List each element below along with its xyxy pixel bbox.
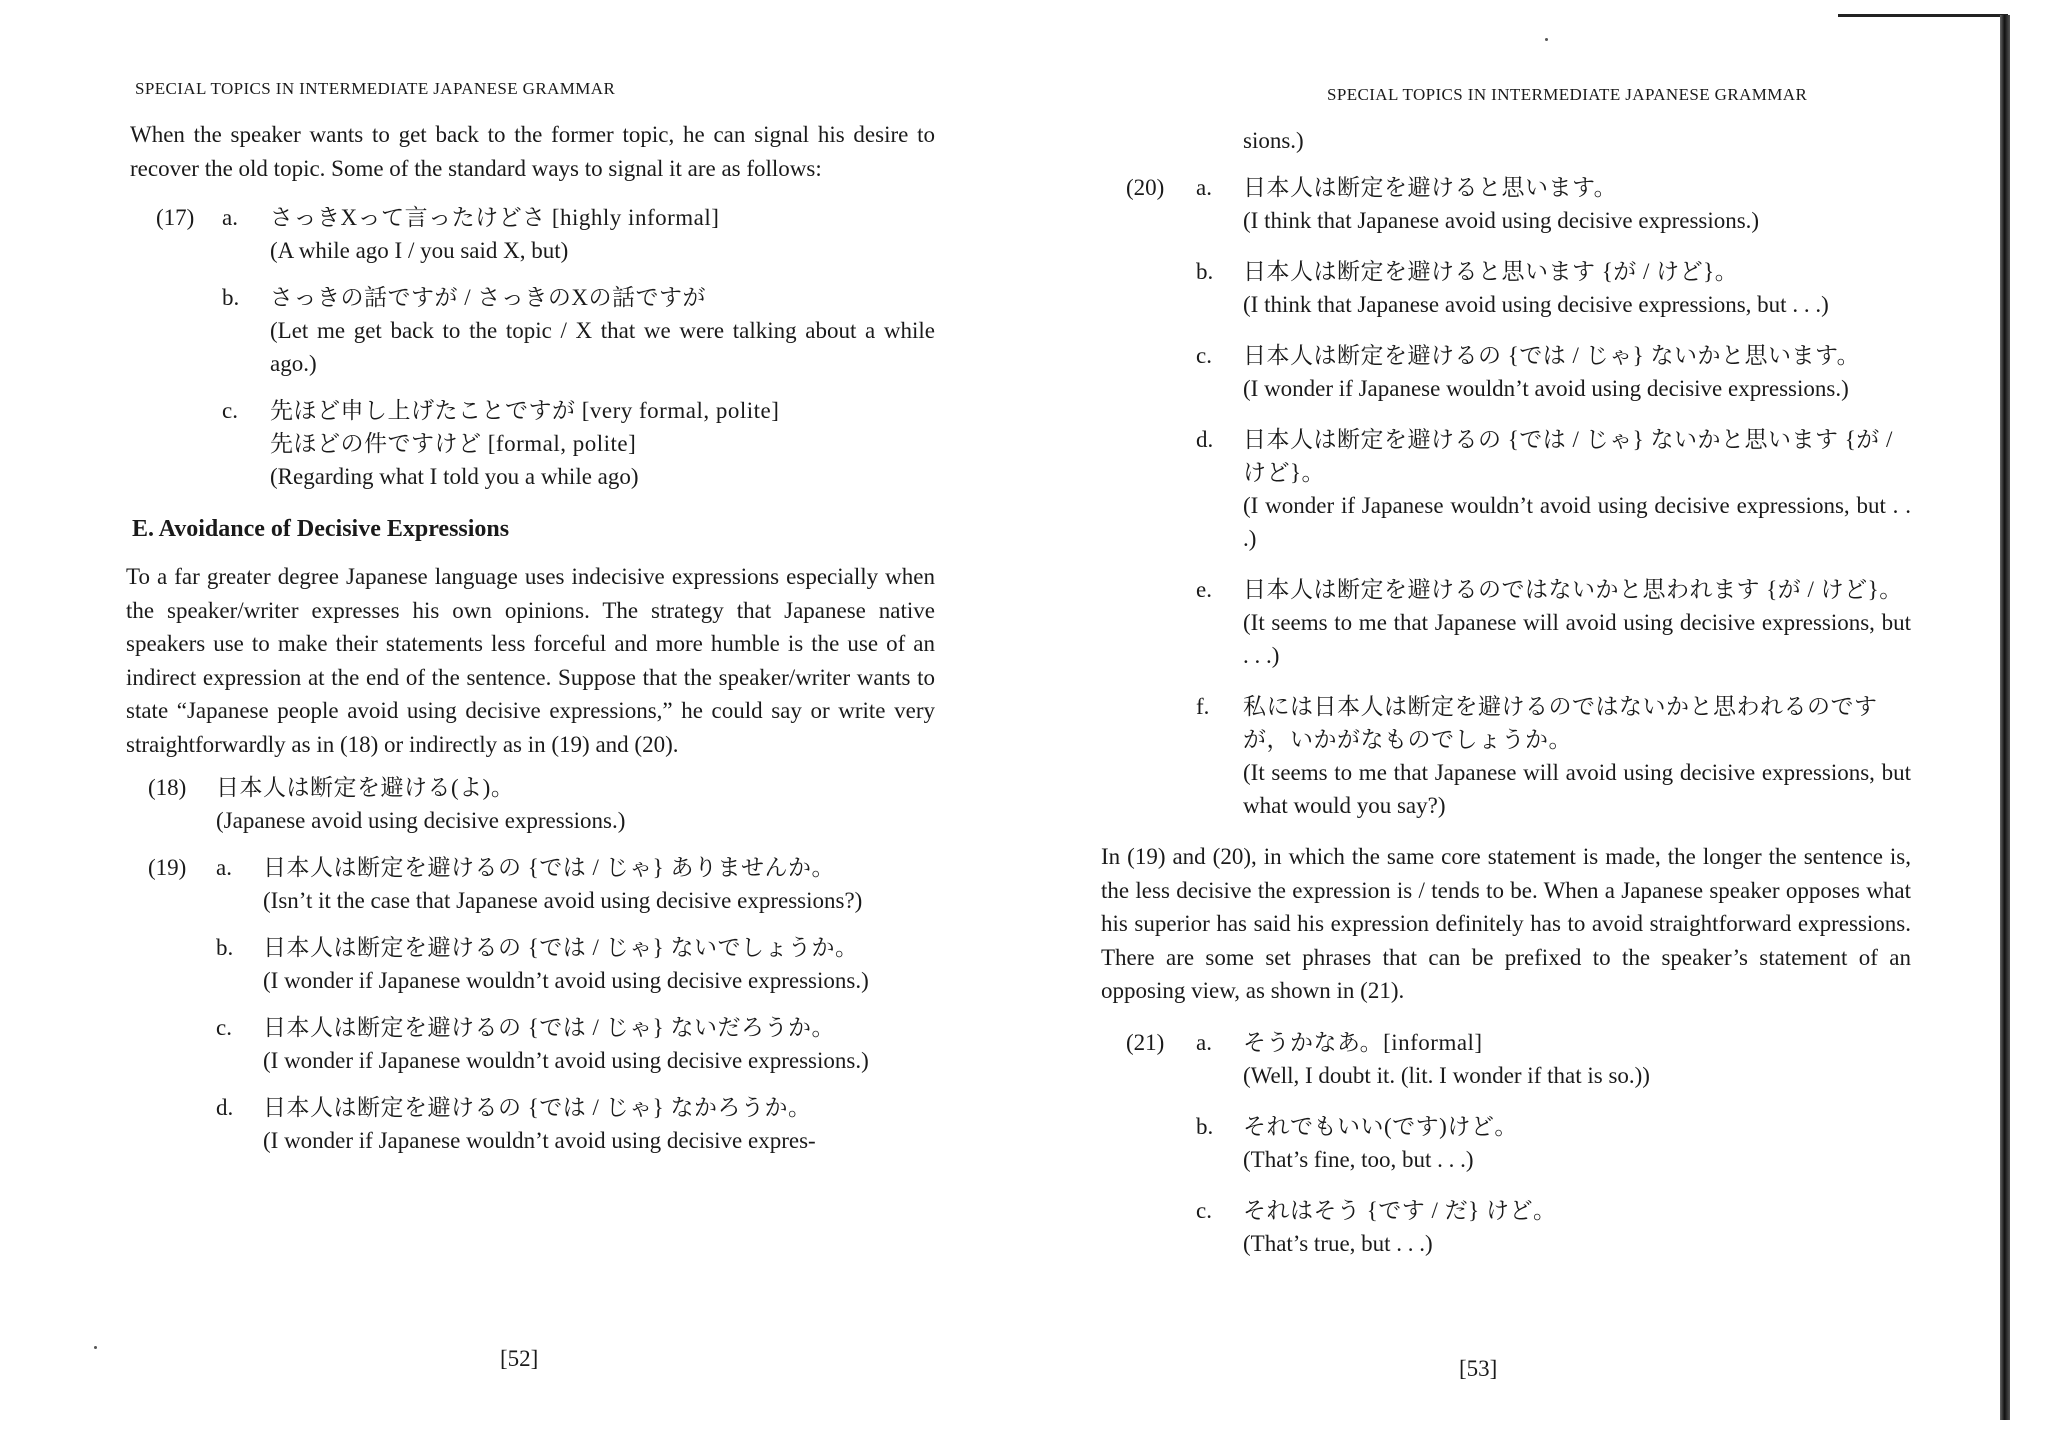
example-item-c <box>1101 339 1911 405</box>
book-binding-edge <box>2000 15 2010 1420</box>
left-page-content <box>126 118 935 1157</box>
japanese-line: 日本人は断定を避けるの {では / じゃ} ないでしょうか。 <box>263 935 859 960</box>
japanese-line: 日本人は断定を避けるのではないかと思われます {が / けど}。 <box>1243 577 1903 602</box>
body-paragraph: In (19) and (20), in which the same core statement is made, the longer the sentence is, the less decisive the expression is / tends to be. When a Japanese speaker opposes what his superior has said his expression definitely has to avoid straightforward expressions. There are some set phrases that can be prefixed to the speaker’s statement of an opposing view, as shown in (21). <box>1101 844 1911 1003</box>
left-page <box>0 0 1020 1434</box>
japanese-line: 日本人は断定を避ける(よ)。 <box>216 775 515 800</box>
english-gloss: (Regarding what I told you a while ago) <box>270 464 639 489</box>
item-letter: b. <box>1196 259 1214 284</box>
example-18 <box>130 771 935 837</box>
example-item-f <box>1101 690 1911 822</box>
japanese-line: 私には日本人は断定を避けるのではないかと思われるのですが，いかがなものでしょうか。 <box>1243 694 1878 752</box>
japanese-line: 日本人は断定を避けるの {では / じゃ} なかろうか。 <box>263 1095 812 1120</box>
item-letter: b. <box>1196 1113 1214 1139</box>
japanese-line: 日本人は断定を避けるの {では / じゃ} ないだろうか。 <box>263 1015 835 1040</box>
example-number: (19) <box>148 855 187 880</box>
english-gloss: (Well, I doubt it. (lit. I wonder if that is so.)) <box>1243 1062 1650 1088</box>
japanese-line: 先ほどの件ですけど [formal, polite] <box>270 431 637 456</box>
page-number: [52] <box>500 1346 539 1371</box>
english-gloss: (I wonder if Japanese wouldn’t avoid using decisive expressions.) <box>263 1048 869 1073</box>
intro-paragraph: When the speaker wants to get back to the former topic, he can signal his desire to recover the old topic. Some of the standard ways to signal it are as follows: <box>130 122 935 181</box>
item-letter: a. <box>1196 1029 1212 1055</box>
example-number: (20) <box>1126 175 1165 200</box>
running-header: SPECIAL TOPICS IN INTERMEDIATE JAPANESE GRAMMAR <box>1327 85 1808 104</box>
item-letter: a. <box>222 205 238 230</box>
example-19 <box>130 851 935 1157</box>
japanese-line: 日本人は断定を避けると思います。 <box>1243 175 1618 200</box>
english-gloss: (Japanese avoid using decisive expressions.) <box>216 808 626 833</box>
japanese-line: 日本人は断定を避けると思います {が / けど}。 <box>1243 259 1739 284</box>
english-gloss: (I wonder if Japanese wouldn’t avoid using decisive expressions.) <box>1243 376 1849 401</box>
item-letter: c. <box>1196 343 1212 368</box>
right-page <box>1020 0 2048 1434</box>
example-21 <box>1101 1026 1911 1260</box>
english-gloss: (It seems to me that Japanese will avoid using decisive expressions, but what would you say?) <box>1243 760 1911 818</box>
item-letter: f. <box>1196 694 1210 719</box>
continuation-text: sions.) <box>1243 128 1304 153</box>
japanese-line: そうかなあ。[informal] <box>1243 1029 1483 1055</box>
example-item-b <box>130 281 935 380</box>
section-paragraph: To a far greater degree Japanese language uses indecisive expressions especially when the speaker/writer expresses his own opinions. The strategy that Japanese native speakers use to make their statements less forceful and more humble is the use of an indirect expression at the end of the sentence. Suppose that the speaker/writer wants to state “Japanese people avoid using decisive expressions,” he could say or write very straightforwardly as in (18) or indirectly as in (19) and (20). <box>126 564 935 757</box>
example-number: (17) <box>156 205 195 230</box>
japanese-line: それでもいい(です)けど。 <box>1243 1113 1518 1139</box>
page-top-edge-line <box>1838 14 2008 17</box>
example-item-b <box>1101 1110 1911 1176</box>
item-letter: c. <box>222 398 238 423</box>
example-item-c <box>130 394 935 493</box>
example-item-a <box>1101 1026 1911 1092</box>
english-gloss: (It seems to me that Japanese will avoid using decisive expressions, but . . .) <box>1243 610 1911 668</box>
example-item-a <box>130 851 935 917</box>
english-gloss: (That’s fine, too, but . . .) <box>1243 1146 1474 1172</box>
japanese-line: さっきの話ですが / さっきのXの話ですが <box>270 285 706 310</box>
english-gloss: (A while ago I / you said X, but) <box>270 238 569 263</box>
example-item-b <box>1101 255 1911 321</box>
example-item-a <box>1101 171 1911 237</box>
english-gloss: (I wonder if Japanese wouldn’t avoid using decisive expressions.) <box>263 968 869 993</box>
right-page-content <box>1101 124 1911 1260</box>
example-item-a <box>130 201 935 267</box>
item-letter: b. <box>216 935 234 960</box>
example-item-d <box>130 1091 935 1157</box>
item-letter: d. <box>216 1095 234 1120</box>
example-item-e <box>1101 573 1911 672</box>
example-17 <box>130 201 935 493</box>
item-letter: c. <box>216 1015 232 1040</box>
example-number: (21) <box>1126 1029 1165 1055</box>
example-item-c <box>130 1011 935 1077</box>
example-item-c <box>1101 1194 1911 1260</box>
english-gloss: (I think that Japanese avoid using decisive expressions.) <box>1243 208 1760 233</box>
japanese-line: 日本人は断定を避けるの {では / じゃ} ないかと思います。 <box>1243 343 1861 368</box>
japanese-line: 日本人は断定を避けるの {では / じゃ} ないかと思います {が / けど}。 <box>1243 427 1893 485</box>
english-gloss: (Isn’t it the case that Japanese avoid using decisive expressions?) <box>263 888 863 913</box>
running-header: SPECIAL TOPICS IN INTERMEDIATE JAPANESE GRAMMAR <box>135 79 616 98</box>
english-gloss: (I think that Japanese avoid using decisive expressions, but . . .) <box>1243 292 1829 317</box>
english-gloss: (I wonder if Japanese wouldn’t avoid using decisive expres- <box>263 1128 816 1153</box>
example-item-d <box>1101 423 1911 555</box>
example-number: (18) <box>148 775 187 800</box>
item-letter: a. <box>216 855 232 880</box>
japanese-line: それはそう {です / だ} けど。 <box>1243 1197 1557 1223</box>
japanese-line: さっきXって言ったけどさ [highly informal] <box>270 205 720 230</box>
japanese-line: 先ほど申し上げたことですが [very formal, polite] <box>270 398 780 423</box>
section-heading: E. Avoidance of Decisive Expressions <box>132 516 510 542</box>
page-number: [53] <box>1459 1356 1498 1381</box>
japanese-line: 日本人は断定を避けるの {では / じゃ} ありませんか。 <box>263 855 835 880</box>
item-letter: c. <box>1196 1197 1212 1223</box>
example-20 <box>1101 171 1911 822</box>
item-letter: e. <box>1196 577 1212 602</box>
example-item-b <box>130 931 935 997</box>
item-letter: a. <box>1196 175 1212 200</box>
english-gloss: (Let me get back to the topic / X that we were talking about a while ago.) <box>270 318 935 376</box>
item-letter: d. <box>1196 427 1214 452</box>
scan-speck <box>94 1346 97 1349</box>
english-gloss: (That’s true, but . . .) <box>1243 1230 1433 1256</box>
scan-speck <box>1545 38 1548 41</box>
english-gloss: (I wonder if Japanese wouldn’t avoid using decisive expressions, but . . .) <box>1243 493 1911 551</box>
item-letter: b. <box>222 285 240 310</box>
